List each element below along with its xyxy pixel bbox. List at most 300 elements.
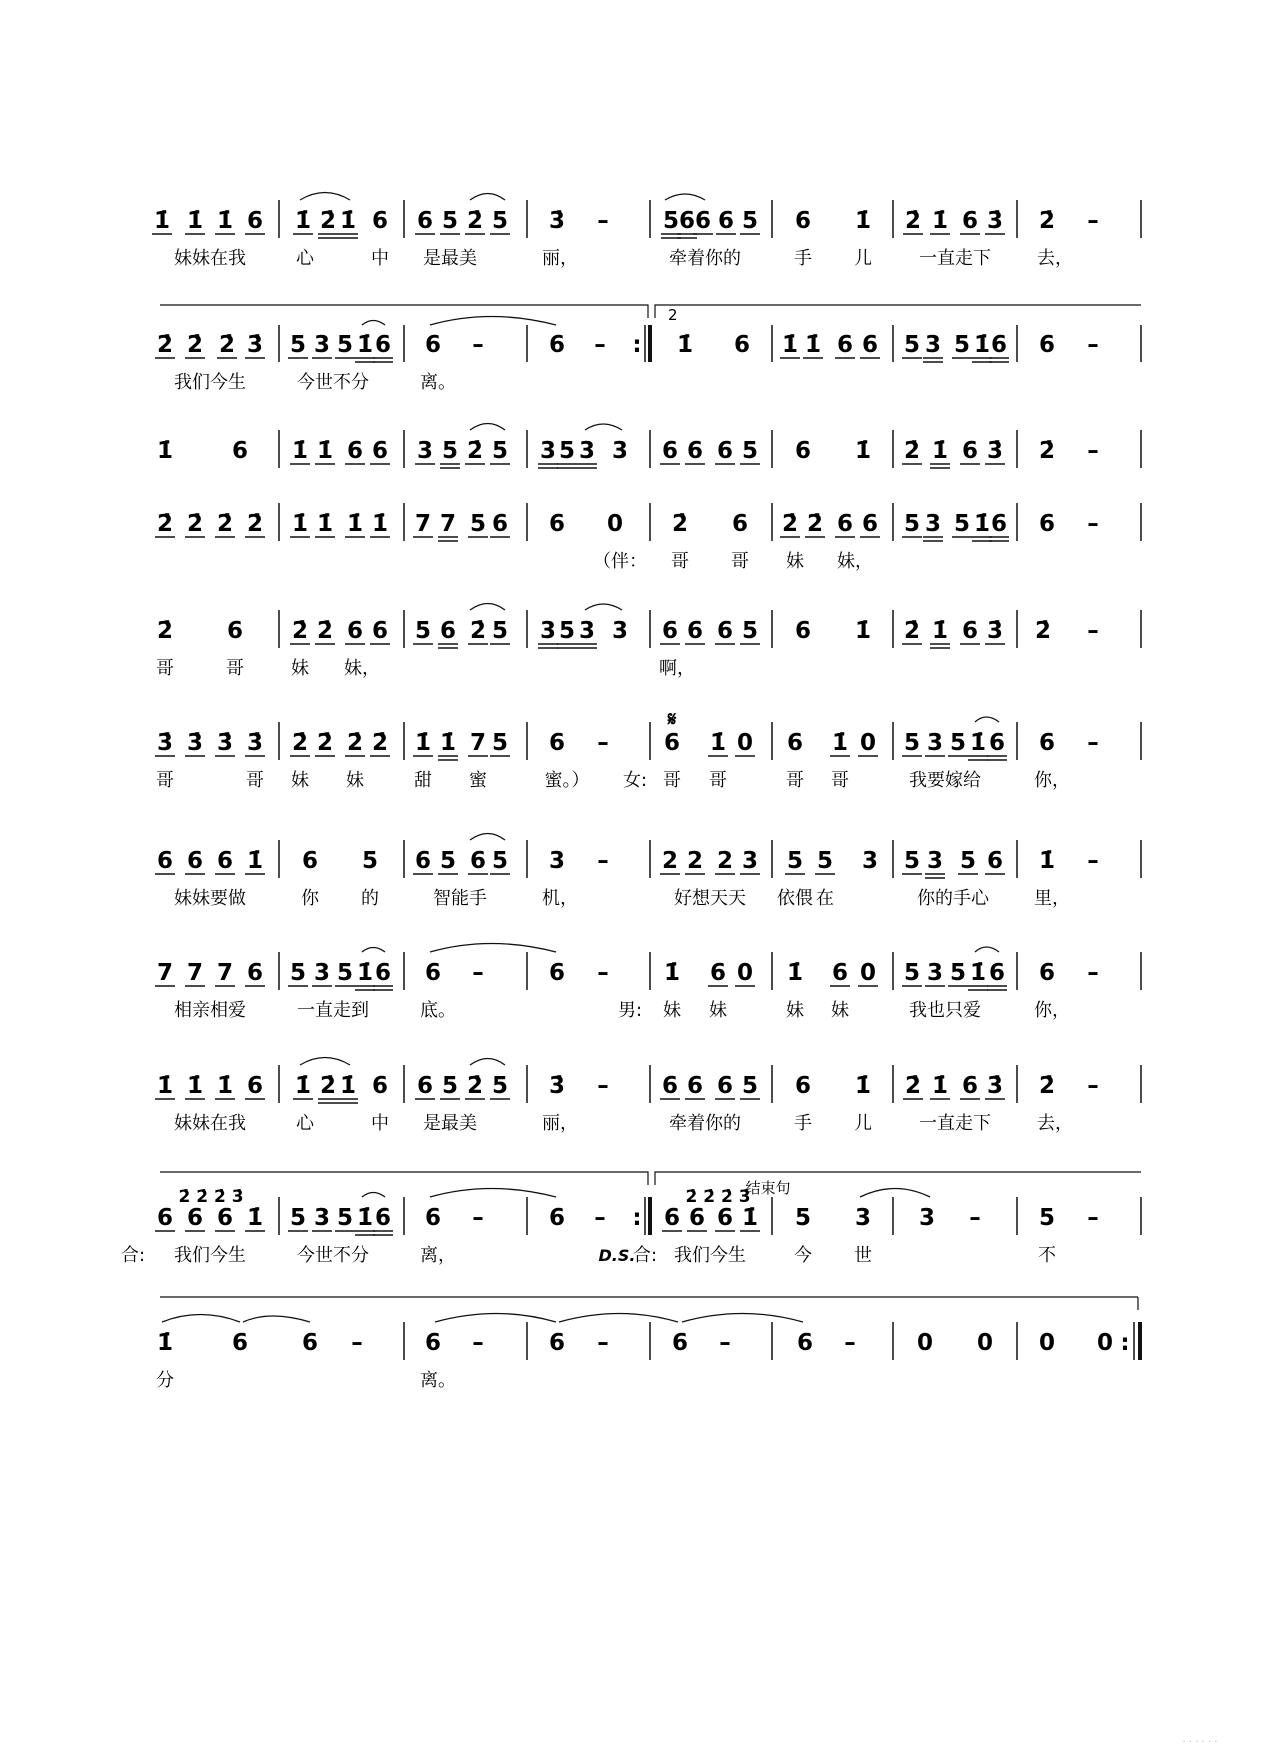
slur [362, 321, 385, 326]
note: 6 [961, 1073, 979, 1099]
note: 1̇ [156, 1330, 174, 1356]
note: 1̇ [804, 332, 822, 358]
note: 6 [548, 960, 566, 986]
lyric: 妹 [786, 551, 804, 572]
note: 2̇ [903, 618, 921, 644]
note: 6 [796, 1330, 814, 1356]
repeat-end: : [632, 1205, 642, 1231]
note: 6 [717, 208, 735, 234]
note: 3 [741, 848, 759, 874]
note: 1̇ [854, 208, 872, 234]
note: 1̇ [969, 730, 987, 756]
slur [665, 194, 705, 200]
note: 6 [861, 332, 879, 358]
slur [585, 604, 622, 610]
note: 6 [548, 1205, 566, 1231]
note: 6 [246, 208, 264, 234]
note: 6 [371, 438, 389, 464]
note: 1̇ [316, 511, 334, 537]
lyric: 妹， [344, 658, 380, 679]
lyric: 蜜 [469, 770, 487, 791]
note: 1̇ [153, 208, 171, 234]
note: 6 [990, 511, 1008, 537]
note: 1̇ [356, 960, 374, 986]
lyric: 妹 [709, 1000, 727, 1021]
note: 2̇ [156, 511, 174, 537]
note: 1̇ [786, 960, 804, 986]
lyric: 甜 [414, 770, 432, 791]
note: 2̇ [371, 730, 389, 756]
note: 5 [558, 438, 576, 464]
note: 6 [1038, 730, 1056, 756]
note: 6 [371, 1073, 389, 1099]
note: 6 [156, 1205, 174, 1231]
note: 1̇ [356, 1205, 374, 1231]
note: 1̇ [356, 332, 374, 358]
note: – [969, 1205, 981, 1231]
lyric: 分 [156, 1370, 174, 1391]
note: 6 [794, 438, 812, 464]
note: 1̇ [931, 208, 949, 234]
note: 2̇ [316, 730, 334, 756]
volta-2-bracket [655, 305, 1141, 318]
note: – [472, 332, 484, 358]
lyric: 哥 [156, 658, 174, 679]
lyric: 里， [1034, 888, 1070, 909]
note: – [597, 1073, 609, 1099]
note: 5 [361, 848, 379, 874]
note: 6 [831, 960, 849, 986]
tie [682, 1314, 803, 1323]
note: 6 [716, 438, 734, 464]
upper-notes: 2̇ 2̇ 2̇ 3̇ [178, 1187, 244, 1207]
note: 5 [469, 511, 487, 537]
score-line-8 [157, 944, 1141, 1022]
lyric: 中 [371, 1113, 389, 1134]
note: 6 [733, 332, 751, 358]
slur [975, 717, 999, 722]
note: 1̇ [246, 1205, 264, 1231]
tie [559, 1314, 678, 1323]
note: 6 [861, 511, 879, 537]
volta-2-label: 2 [668, 306, 678, 324]
note: 6 [216, 1205, 234, 1231]
note: 7 [216, 960, 234, 986]
note: 0 [736, 960, 754, 986]
note: 6 [731, 511, 749, 537]
lyric: 妹妹在我 [174, 248, 246, 269]
note: 6 [548, 332, 566, 358]
note: 5 [336, 332, 354, 358]
lyric: 的 [361, 888, 379, 909]
note: – [1087, 208, 1099, 234]
note: 6 [988, 960, 1006, 986]
note: 6 [1038, 960, 1056, 986]
slur [975, 947, 999, 952]
note: 5 [289, 960, 307, 986]
note: 6 [301, 1330, 319, 1356]
lyric: 哥 [786, 770, 804, 791]
note: 0 [736, 730, 754, 756]
lyric: 啊， [659, 658, 695, 679]
note: 6 [961, 438, 979, 464]
note: 1̇ [156, 438, 174, 464]
note: 6 [424, 1330, 442, 1356]
note: – [1087, 1073, 1099, 1099]
note: 5 [741, 208, 759, 234]
lyric: 儿 [854, 248, 872, 269]
note: 3 [539, 618, 557, 644]
note: 6 [786, 730, 804, 756]
note: 1̇ [854, 438, 872, 464]
note: 5 [441, 208, 459, 234]
note: 3̇ [548, 1073, 566, 1099]
note: 3 [854, 1205, 872, 1231]
slur [470, 194, 505, 201]
note: 6 [988, 730, 1006, 756]
note: 1̇ [291, 438, 309, 464]
note: 6 [231, 1330, 249, 1356]
slur [362, 1193, 385, 1198]
note: 1̇ [854, 618, 872, 644]
score-line-9 [157, 1058, 1141, 1135]
lyric: 妹 [663, 1000, 681, 1021]
slur [585, 424, 622, 430]
note: – [597, 1330, 609, 1356]
note: 6 [716, 618, 734, 644]
note: 2̇ [186, 332, 204, 358]
note: 6 [491, 511, 509, 537]
slur [162, 1315, 240, 1323]
slur [470, 834, 505, 841]
tie [435, 1314, 556, 1323]
note: 0 [976, 1330, 994, 1356]
note: 6 [374, 960, 392, 986]
note: 6 [231, 438, 249, 464]
note: 3̇ [216, 730, 234, 756]
note: 5 [662, 208, 680, 234]
lyric: 在 [816, 888, 834, 909]
note: 1̇ [414, 730, 432, 756]
note: 3 [861, 848, 879, 874]
note: 5 [903, 511, 921, 537]
note: 6 [371, 208, 389, 234]
note: 5 [491, 848, 509, 874]
watermark: · · · · · · [1182, 1737, 1218, 1748]
note: 6 [688, 1205, 706, 1231]
note: – [1087, 438, 1099, 464]
note: 6 [374, 332, 392, 358]
note: 2̇ [319, 208, 337, 234]
note: – [1087, 848, 1099, 874]
note: 5 [903, 730, 921, 756]
note: 0 [859, 730, 877, 756]
note: 2̇ [316, 618, 334, 644]
note: – [1087, 511, 1099, 537]
note: 6 [990, 332, 1008, 358]
note: 3̇ [986, 208, 1004, 234]
note: 1̇ [931, 618, 949, 644]
note: 1̇ [186, 1073, 204, 1099]
note: 6 [439, 618, 457, 644]
note: 5 [953, 511, 971, 537]
note: – [1087, 1205, 1099, 1231]
note: 3̇ [246, 332, 264, 358]
note: 2 [686, 848, 704, 874]
lyric: 去， [1037, 248, 1073, 269]
note: 5 [786, 848, 804, 874]
note: 6 [226, 618, 244, 644]
note: 6 [301, 848, 319, 874]
lyric: 心 [296, 248, 314, 269]
note: 1̇ [969, 960, 987, 986]
lyric: 手 [794, 248, 812, 269]
lyric: 牵着你的 [669, 1113, 741, 1134]
note: 1̇ [781, 332, 799, 358]
note: 6 [548, 1330, 566, 1356]
note: – [597, 960, 609, 986]
note: 6 [661, 618, 679, 644]
note: 3 [611, 438, 629, 464]
note: 6 [694, 208, 712, 234]
note: 5 [1038, 1205, 1056, 1231]
note: 5 [903, 960, 921, 986]
slur [300, 1058, 350, 1066]
note: 3̇ [548, 208, 566, 234]
note: 3 [539, 438, 557, 464]
lyric: 蜜。） [544, 770, 590, 791]
note: – [1087, 730, 1099, 756]
note: 6 [371, 618, 389, 644]
score-line-11 [156, 1314, 1140, 1392]
note: 3 [313, 1205, 331, 1231]
note: 2̇ [671, 511, 689, 537]
note: – [594, 1205, 606, 1231]
note: 5 [953, 332, 971, 358]
note: 1̇ [339, 1073, 357, 1099]
note: 6 [663, 1205, 681, 1231]
note: 6 [346, 438, 364, 464]
note: 7 [414, 511, 432, 537]
note: 1̇ [216, 208, 234, 234]
lyric: 妹 [291, 658, 309, 679]
note: 0 [859, 960, 877, 986]
note: 6 [961, 208, 979, 234]
note: 3 [926, 730, 944, 756]
lyric: 丽， [542, 1113, 578, 1134]
note: 6 [709, 960, 727, 986]
note: – [1087, 960, 1099, 986]
note: 5 [741, 438, 759, 464]
note: – [597, 208, 609, 234]
note: 6 [186, 848, 204, 874]
note: 5 [949, 730, 967, 756]
score-line-1 [154, 193, 1141, 270]
note: 1̇ [973, 511, 991, 537]
note: 5 [491, 1073, 509, 1099]
note: – [1087, 618, 1099, 644]
upper-notes: 2̇ 2̇ 2̇ 3̇ [685, 1187, 751, 1207]
note: 6 [661, 1073, 679, 1099]
note: 1̇ [216, 1073, 234, 1099]
lyric: 儿 [854, 1113, 872, 1134]
note: 3 [924, 332, 942, 358]
note: 6 [794, 1073, 812, 1099]
tie [430, 1189, 556, 1198]
note: 1̇ [831, 730, 849, 756]
lyric: 合: [120, 1245, 146, 1266]
note: 1̇ [371, 511, 389, 537]
score-line-10 [121, 1187, 1141, 1266]
note: 1̇ [854, 1073, 872, 1099]
lyric: 今世不分 [297, 372, 369, 393]
note: 1̇ [156, 1073, 174, 1099]
note: – [351, 1330, 363, 1356]
note: 1̇ [931, 1073, 949, 1099]
note: 6 [1038, 511, 1056, 537]
note: 6 [156, 848, 174, 874]
score-line-7 [157, 834, 1141, 910]
note: 6 [686, 618, 704, 644]
note: 0 [1038, 1330, 1056, 1356]
lyric: 牵着你的 [669, 248, 741, 269]
lyric: 我也只爱 [909, 1000, 981, 1021]
note: 5 [414, 618, 432, 644]
note: – [719, 1330, 731, 1356]
lyric: 是最美 [423, 1113, 477, 1134]
lyric: 哥 [663, 770, 681, 791]
note: 5 [336, 1205, 354, 1231]
note: 6 [374, 1205, 392, 1231]
lyric: 离。 [420, 372, 456, 393]
note: 3̇ [986, 438, 1004, 464]
lyric: 哥 [831, 770, 849, 791]
note: – [472, 1205, 484, 1231]
note: 1̇ [931, 438, 949, 464]
lyric: 机， [542, 888, 578, 909]
lyric: （伴： [593, 551, 647, 572]
note: 5 [336, 960, 354, 986]
note: 5 [903, 848, 921, 874]
note: 6 [548, 511, 566, 537]
note: – [844, 1330, 856, 1356]
note: 5 [741, 1073, 759, 1099]
lyric: 好想天天 [674, 888, 746, 909]
note: 6 [246, 960, 264, 986]
note: 2̇ [466, 208, 484, 234]
note: 5 [949, 960, 967, 986]
note: 2̇ [186, 511, 204, 537]
note: 6 [346, 618, 364, 644]
lyric: 你的手心 [917, 888, 989, 909]
lyric: 今世不分 [297, 1245, 369, 1266]
note: 2̇ [781, 511, 799, 537]
note: 3 [926, 960, 944, 986]
note: 2̇ [1038, 438, 1056, 464]
note: 7 [469, 730, 487, 756]
note: 3 [918, 1205, 936, 1231]
lyric: 底。 [420, 1000, 456, 1021]
lyric: 心 [296, 1113, 314, 1134]
lyric: 妹妹在我 [174, 1113, 246, 1134]
lyric: 男: [617, 1000, 643, 1021]
lyric: 一直走下 [919, 248, 991, 269]
note: 6 [678, 208, 696, 234]
lyric: 世 [854, 1245, 872, 1266]
note: 2̇ [291, 618, 309, 644]
lyric: 妹 [786, 1000, 804, 1021]
note: 2̇ [904, 1073, 922, 1099]
note: 1̇ [741, 1205, 759, 1231]
slur [860, 1189, 930, 1198]
lyric: 哥 [709, 770, 727, 791]
note: 6 [661, 438, 679, 464]
note: 2̇ [291, 730, 309, 756]
note: 6 [416, 208, 434, 234]
segno: 𝄋 [667, 707, 677, 731]
note: 6 [424, 960, 442, 986]
lyric: 我们今生 [174, 1245, 246, 1266]
lyric: 丽， [542, 248, 578, 269]
lyric: 哥 [671, 551, 689, 572]
note: 6 [216, 848, 234, 874]
note: 2̇ [346, 730, 364, 756]
note: 5 [289, 1205, 307, 1231]
lyric: 中 [371, 248, 389, 269]
lyric: 哥 [246, 770, 264, 791]
note: 3 [578, 618, 596, 644]
note: 6 [671, 1330, 689, 1356]
repeat-end: : [632, 332, 642, 358]
lyric: 一直走下 [919, 1113, 991, 1134]
note: 1̇ [346, 511, 364, 537]
note: 1̇ [294, 208, 312, 234]
note: 3 [926, 848, 944, 874]
note: 6 [548, 730, 566, 756]
note: 1̇ [973, 332, 991, 358]
note: 2̇ [1038, 208, 1056, 234]
note: 5 [491, 618, 509, 644]
note: 5 [491, 208, 509, 234]
note: 7 [186, 960, 204, 986]
note: 5 [741, 618, 759, 644]
note: 3̇ [246, 730, 264, 756]
lyric: 是最美 [423, 248, 477, 269]
lyric: 你， [1034, 1000, 1070, 1021]
note: 5 [558, 618, 576, 644]
note: 6 [961, 618, 979, 644]
lyric: 智能手 [433, 888, 487, 909]
note: 1̇ [709, 730, 727, 756]
note: 1̇ [246, 848, 264, 874]
note: 3 [578, 438, 596, 464]
note: 6 [686, 1073, 704, 1099]
note: 2 [716, 848, 734, 874]
note: 5 [441, 1073, 459, 1099]
note: 2̇ [806, 511, 824, 537]
note: – [597, 730, 609, 756]
volta-2-bracket [655, 1172, 1141, 1185]
note: 2̇ [466, 438, 484, 464]
lyric: 手 [794, 1113, 812, 1134]
repeat-end: : [1120, 1330, 1130, 1356]
tie [430, 944, 556, 953]
lyric: 哥 [226, 658, 244, 679]
note: 6 [424, 1205, 442, 1231]
note: – [597, 848, 609, 874]
note: 2̇ [903, 438, 921, 464]
note: 6 [716, 1073, 734, 1099]
